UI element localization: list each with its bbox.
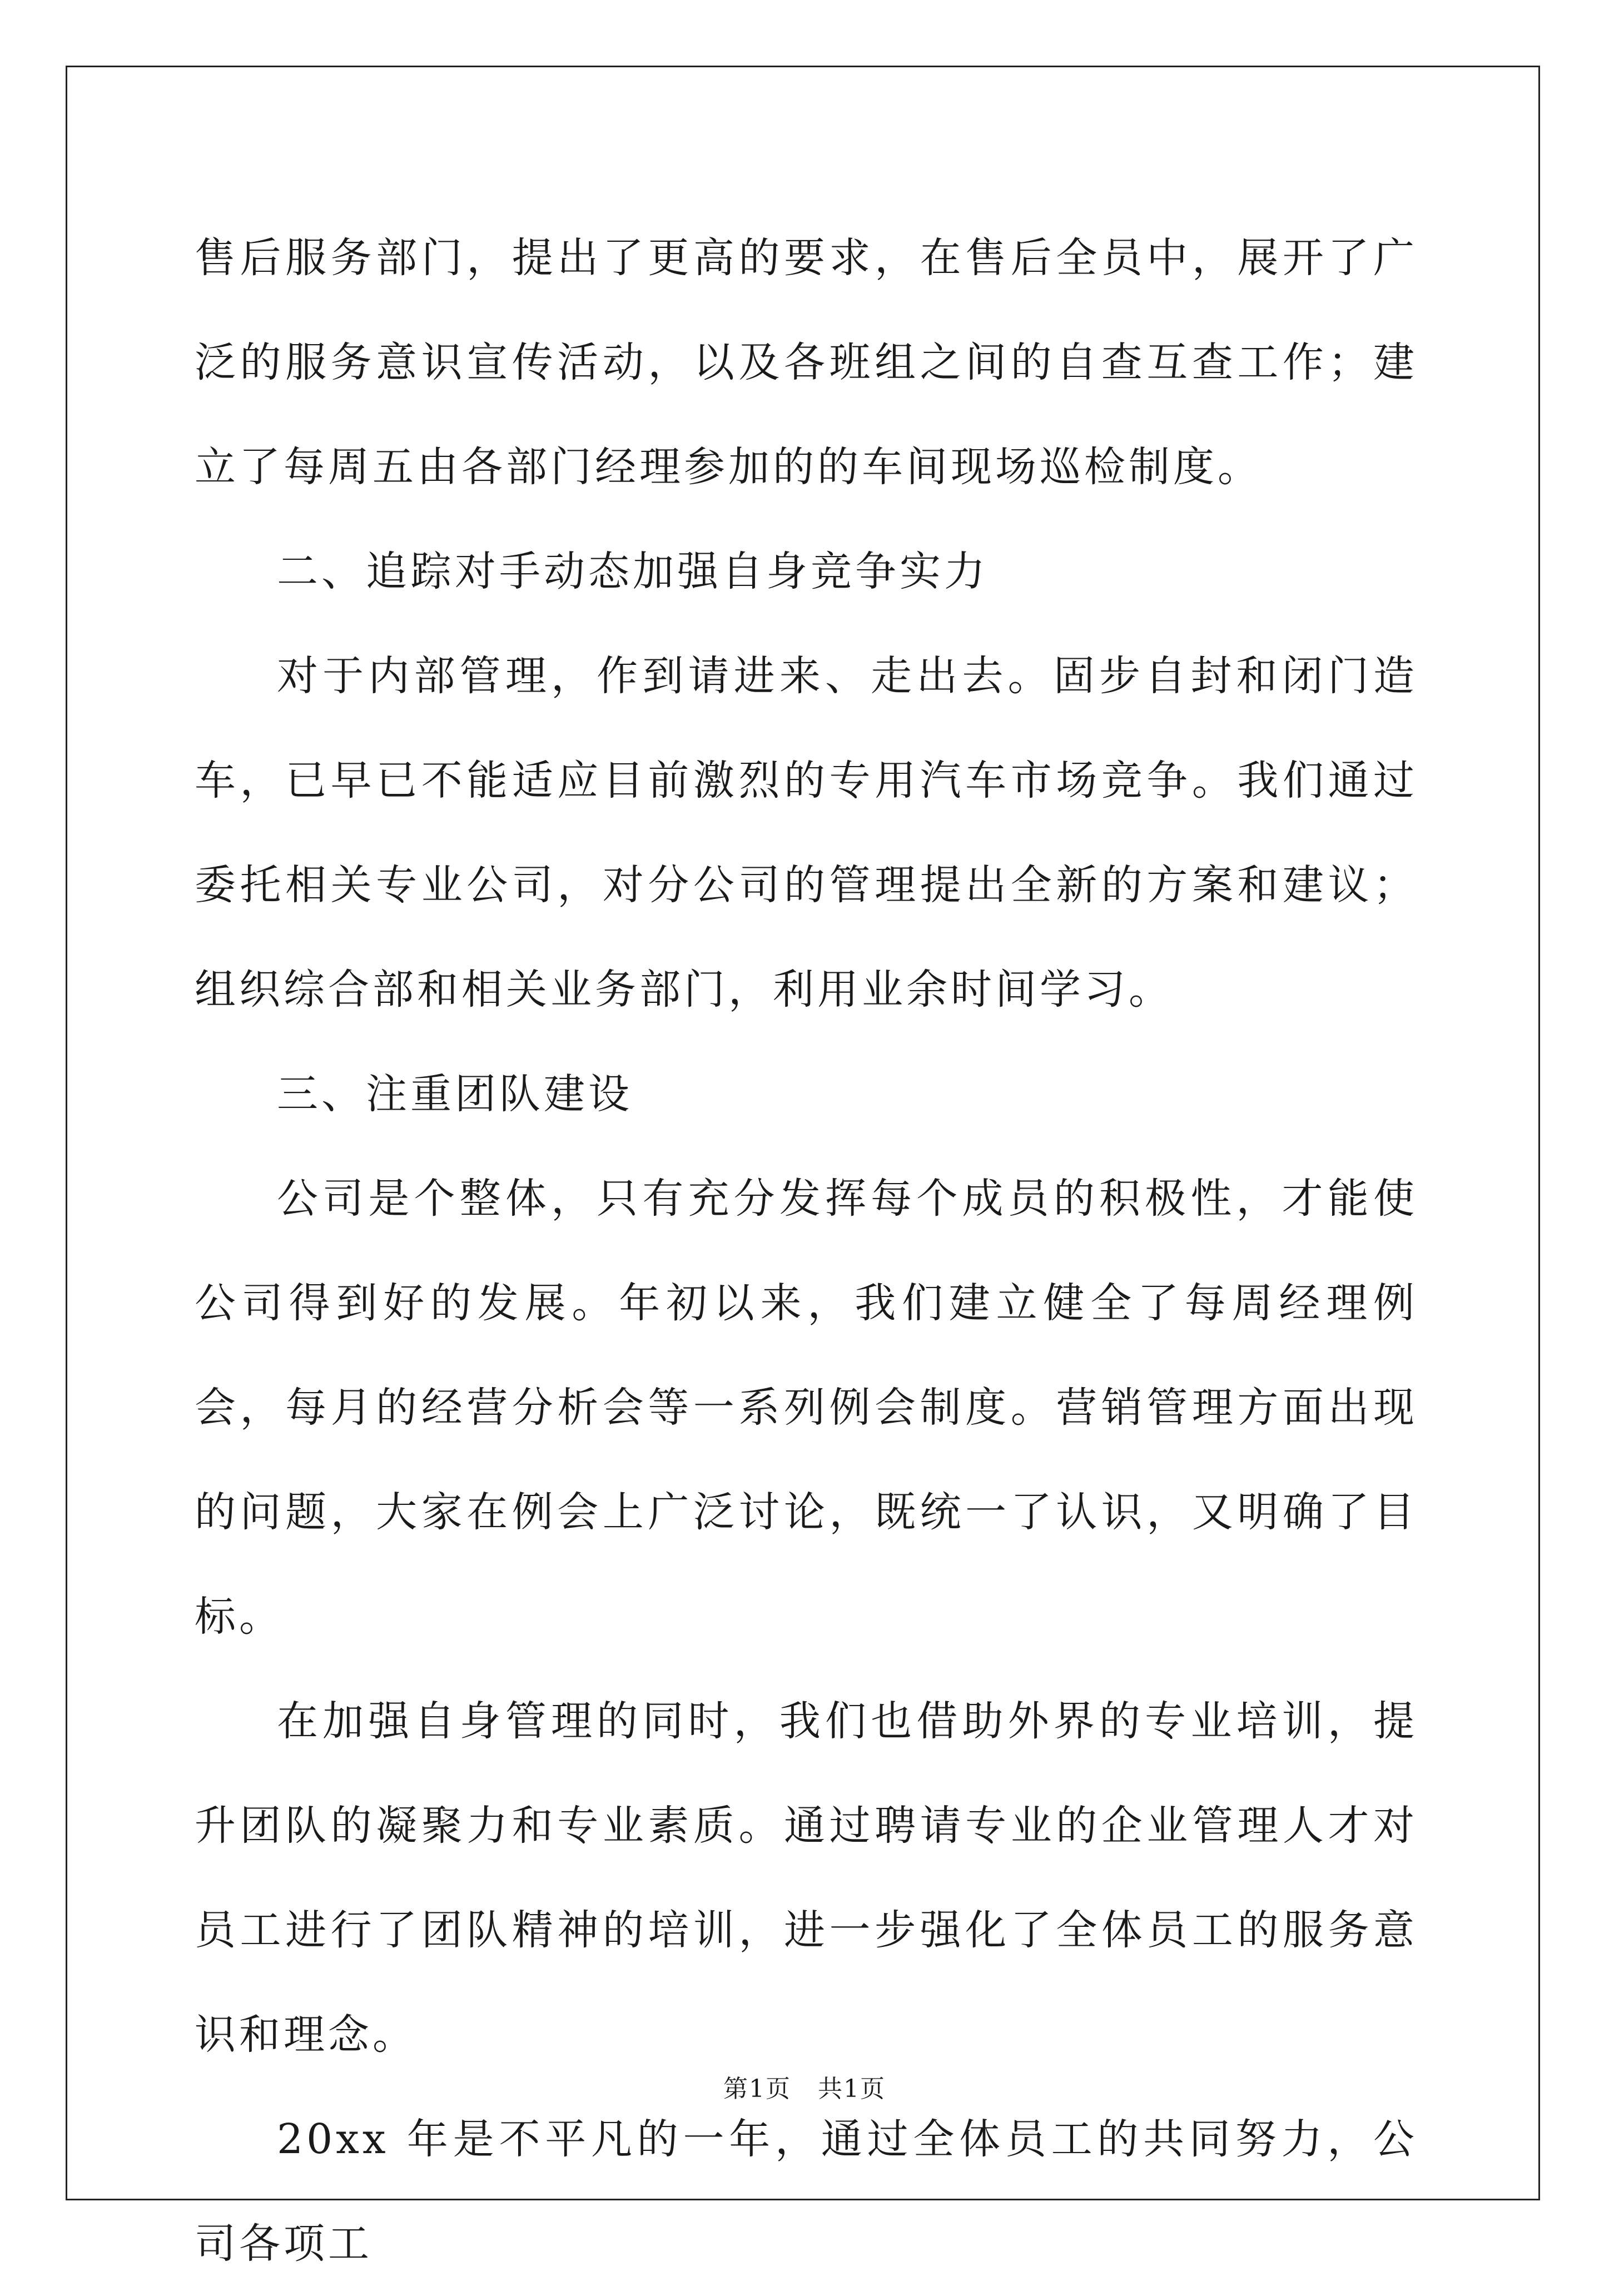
paragraph-7: 20xx 年是不平凡的一年，通过全体员工的共同努力，公司各项工 xyxy=(195,2115,1418,2268)
paragraph-5: 公司是个整体，只有充分发挥每个成员的积极性，才能使公司得到好的发展。年初以来，我们建立健全了每周经理例会，每月的经营分析会等一系列例会制度。营销管理方面出现的问题，大家在例会上广泛讨论，既统一了认识，又明确了目标。 xyxy=(195,1175,1418,1641)
page-footer xyxy=(0,2073,1609,2106)
paragraph-3: 对于内部管理，作到请进来、走出去。固步自封和闭门造车，已早已不能适应目前激烈的专用汽车市场竞争。我们通过委托相关专业公司，对分公司的管理提出全新的方案和建议；组织综合部和相关业务部门，利用业余时间学习。 xyxy=(195,652,1418,1013)
paragraph-1: 售后服务部门，提出了更高的要求，在售后全员中，展开了广泛的服务意识宣传活动，以及各班组之间的自查互查工作；建立了每周五由各部门经理参加的的车间现场巡检制度。 xyxy=(195,234,1418,491)
page-number: 第1页 共1页 xyxy=(723,2075,886,2103)
paragraph-6: 在加强自身管理的同时，我们也借助外界的专业培训，提升团队的凝聚力和专业素质。通过聘请专业的企业管理人才对员工进行了团队精神的培训，进一步强化了全体员工的服务意识和理念。 xyxy=(195,1697,1418,2059)
section-heading-2: 二、追踪对手动态加强自身竞争实力 xyxy=(277,548,989,595)
section-heading-3: 三、注重团队建设 xyxy=(277,1070,633,1118)
document-body xyxy=(195,206,1418,2296)
